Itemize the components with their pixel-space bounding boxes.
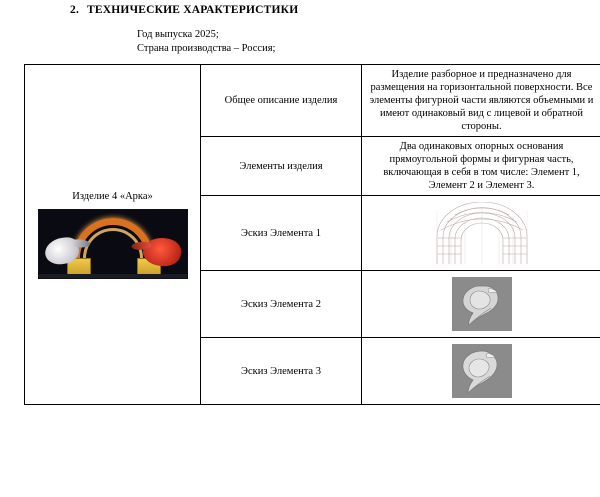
row-content (362, 338, 600, 405)
heading-number: 2. (70, 4, 80, 16)
row-content (362, 196, 600, 271)
arch-mesh-sketch-icon (423, 202, 541, 264)
row-label: Эскиз Элемента 1 (201, 196, 362, 271)
heading-text: ТЕХНИЧЕСКИЕ ХАРАКТЕРИСТИКИ (87, 4, 299, 16)
bird-sketch-icon (452, 277, 512, 331)
bird-sketch-icon (452, 344, 512, 398)
table-row (25, 65, 600, 137)
row-label: Эскиз Элемента 2 (201, 271, 362, 338)
page-title (70, 4, 298, 16)
product-photo (38, 209, 188, 279)
product-cell (25, 65, 201, 405)
row-content: Изделие разборное и предназначено для размещения на горизонтальной поверхности. Все элементы фигурной части являются объемными и имеют одинаковый вид с лицевой и обратной стороны. (362, 65, 600, 137)
specification-table (24, 64, 600, 405)
row-label: Эскиз Элемента 3 (201, 338, 362, 405)
ground-line (39, 274, 187, 278)
product-title: Изделие 4 «Арка» (72, 191, 153, 202)
product-meta (137, 28, 275, 56)
row-content: Два одинаковых опорных основания прямоугольной формы и фигурная часть, включающая в себя в том числе: Элемент 1, Элемент 2 и Элемент 3. (362, 137, 600, 196)
row-content (362, 271, 600, 338)
row-label: Общее описание изделия (201, 65, 362, 137)
row-label: Элементы изделия (201, 137, 362, 196)
meta-country: Страна производства – Россия; (137, 43, 276, 54)
meta-year: Год выпуска 2025; (137, 29, 219, 40)
